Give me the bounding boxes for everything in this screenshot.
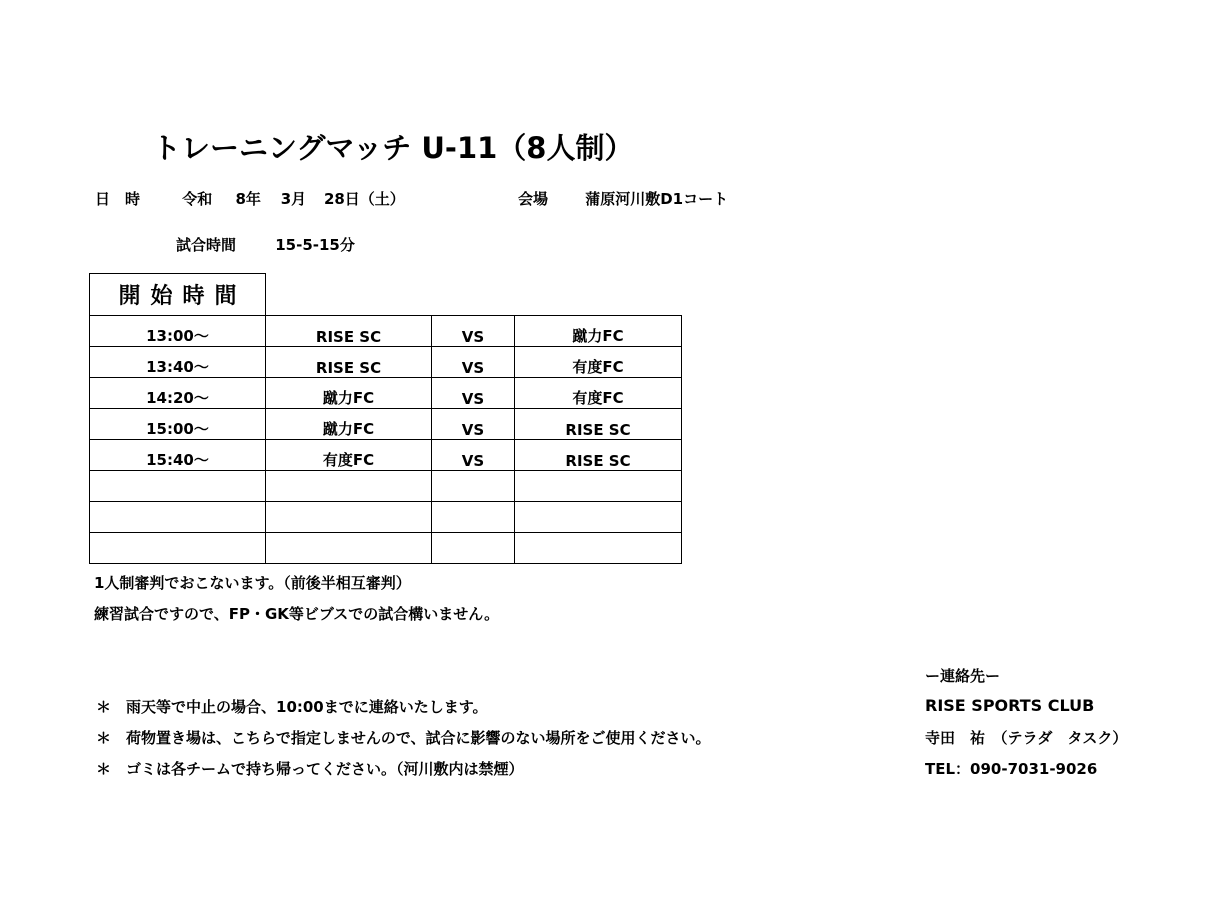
referee-note: 1人制審判でおこないます。（前後半相互審判） <box>94 574 411 592</box>
vs-label: VS <box>432 316 515 347</box>
venue-value: 蒲原河川敷D1コート <box>585 190 729 208</box>
away-team: RISE SC <box>515 409 682 440</box>
empty-row <box>90 533 682 564</box>
home-team: RISE SC <box>266 347 432 378</box>
vs-label: VS <box>432 347 515 378</box>
contact-person: 寺田 祐 （テラダ タスク） <box>925 729 1128 747</box>
vs-label: VS <box>432 440 515 471</box>
match-time: 15:00～ <box>90 409 266 440</box>
table-row <box>90 440 682 471</box>
date-label: 日 時 <box>95 190 141 208</box>
date-month: 3月 <box>280 190 307 208</box>
date-era: 令和 <box>182 190 213 208</box>
date-day: 28日（土） <box>323 190 405 208</box>
table-row <box>90 316 682 347</box>
away-team: 蹴力FC <box>515 316 682 347</box>
match-time: 13:00～ <box>90 316 266 347</box>
schedule-table <box>89 273 682 564</box>
start-time-header: 開始時間 <box>90 274 266 316</box>
empty-row <box>90 471 682 502</box>
rain-note: ＊ 雨天等で中止の場合、10:00までに連絡いたします。 <box>96 698 488 716</box>
away-team: 有度FC <box>515 347 682 378</box>
venue-label: 会場 <box>518 190 549 208</box>
page-title: トレーニングマッチ U-11（8人制） <box>152 131 634 165</box>
empty-row <box>90 502 682 533</box>
match-time: 13:40～ <box>90 347 266 378</box>
home-team: 蹴力FC <box>266 378 432 409</box>
table-header-row <box>90 274 682 316</box>
date-line <box>95 188 405 209</box>
contact-tel: TEL：090-7031-9026 <box>925 760 1098 778</box>
match-time: 15:40～ <box>90 440 266 471</box>
away-team: RISE SC <box>515 440 682 471</box>
vs-label: VS <box>432 409 515 440</box>
home-team: RISE SC <box>266 316 432 347</box>
away-team: 有度FC <box>515 378 682 409</box>
home-team: 蹴力FC <box>266 409 432 440</box>
contact-club: RISE SPORTS CLUB <box>925 696 1095 715</box>
match-time-line <box>176 234 355 255</box>
table-row <box>90 347 682 378</box>
table-row <box>90 378 682 409</box>
table-row <box>90 409 682 440</box>
contact-heading: ー連絡先ー <box>925 667 1001 685</box>
home-team: 有度FC <box>266 440 432 471</box>
match-time-value: 15-5-15分 <box>275 236 355 254</box>
match-time-label: 試合時間 <box>176 236 237 254</box>
venue-line <box>518 188 728 209</box>
date-year: 8年 <box>235 190 261 208</box>
match-time: 14:20～ <box>90 378 266 409</box>
garbage-note: ＊ ゴミは各チームで持ち帰ってください。（河川敷内は禁煙） <box>96 760 524 778</box>
vs-label: VS <box>432 378 515 409</box>
luggage-note: ＊ 荷物置き場は、こちらで指定しませんので、試合に影響のない場所をご使用ください。 <box>96 729 711 747</box>
bibs-note: 練習試合ですので、FP・GK等ビブスでの試合構いません。 <box>94 605 500 623</box>
